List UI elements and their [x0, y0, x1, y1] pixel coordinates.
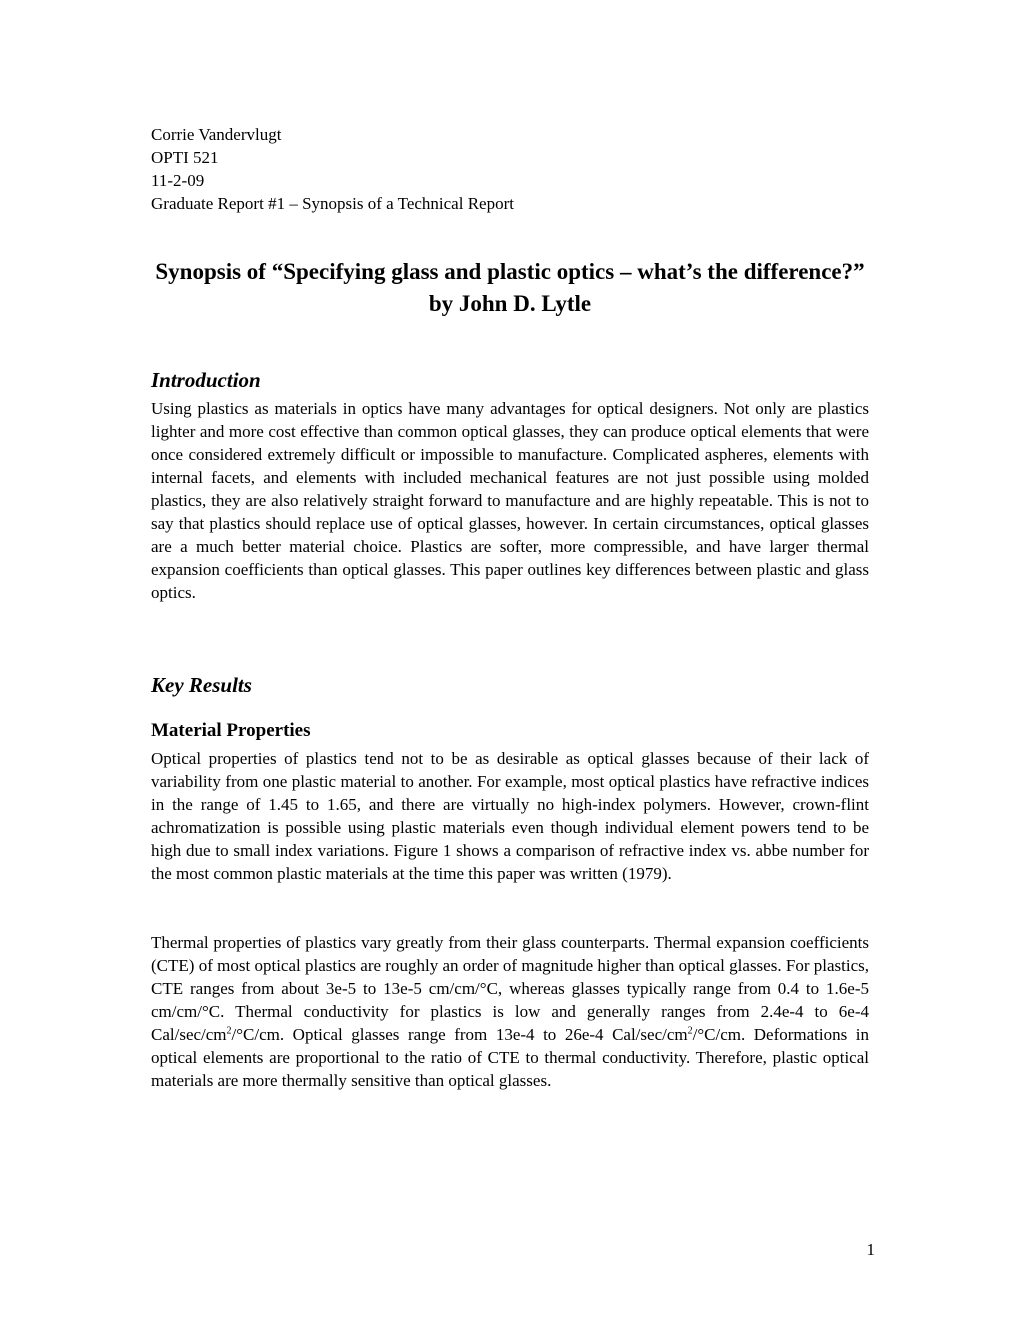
superscript-2-a: 2: [226, 1025, 232, 1037]
optical-properties-paragraph: Optical properties of plastics tend not to be as desirable as optical glasses because of their lack of variability from one plastic material to another. For example, most optical plastics have refractive indices in the range of 1.45 to 1.65, and there are virtually no high-index polymers. However, crown-flint achromatization is possible using plastic materials even though individual element powers tend to be high due to small index variations. Figure 1 shows a comparison of refractive index vs. abbe number for the most common plastic materials at the time this paper was written (1979).: [151, 749, 869, 883]
material-properties-heading: Material Properties: [151, 720, 311, 741]
report-date: 11-2-09: [151, 171, 205, 190]
superscript-2-b: 2: [687, 1025, 693, 1037]
page-number: 1: [866, 1240, 875, 1259]
thermal-text-part-3: /°C/cm. Deformations in optical elements are proportional to the ratio of CTE to thermal conductivity. Therefore, plastic optical materials are more thermally sensitive than optical glasses.: [151, 1025, 869, 1090]
thermal-text-part-1: Thermal properties of plastics vary greatly from their glass counterparts. Thermal expansion coefficients (CTE) of most optical plastics are roughly an order of magnitude higher than optical glasses. For plastics, CTE ranges from about 3e-5 to 13e-5 cm/cm/°C, whereas glasses typically range from 0.4 to 1.6e-5 cm/cm/°C. Thermal conductivity for plastics is low and generally ranges from 2.4e-4 to 6e-4 Cal/sec/cm: [151, 933, 869, 1044]
introduction-heading: Introduction: [151, 368, 261, 392]
thermal-text-part-2: /°C/cm. Optical glasses range from 13e-4 to 26e-4 Cal/sec/cm: [231, 1025, 688, 1044]
key-results-heading: Key Results: [151, 673, 252, 697]
thermal-properties-paragraph: [151, 931, 869, 1092]
report-header: [151, 123, 651, 215]
introduction-paragraph: Using plastics as materials in optics have many advantages for optical designers. Not only are plastics lighter and more cost effective than common optical glasses, they can produce optical elements that were once considered extremely difficult or impossible to manufacture. Complicated aspheres, elements with internal facets, and elements with included mechanical features are not just possible using molded plastics, they are also relatively straight forward to manufacture and are highly repeatable. This is not to say that plastics should replace use of optical glasses, however. In certain circumstances, optical glasses are a much better material choice. Plastics are softer, more compressible, and have larger thermal expansion coefficients than optical glasses. This paper outlines key differences between plastic and glass optics.: [151, 399, 869, 602]
report-type: Graduate Report #1 – Synopsis of a Technical Report: [151, 194, 514, 213]
document-title: Synopsis of “Specifying glass and plastic optics – what’s the difference?” by John D. Lytle: [155, 259, 865, 316]
author-name: Corrie Vandervlugt: [151, 125, 282, 144]
course-code: OPTI 521: [151, 148, 219, 167]
